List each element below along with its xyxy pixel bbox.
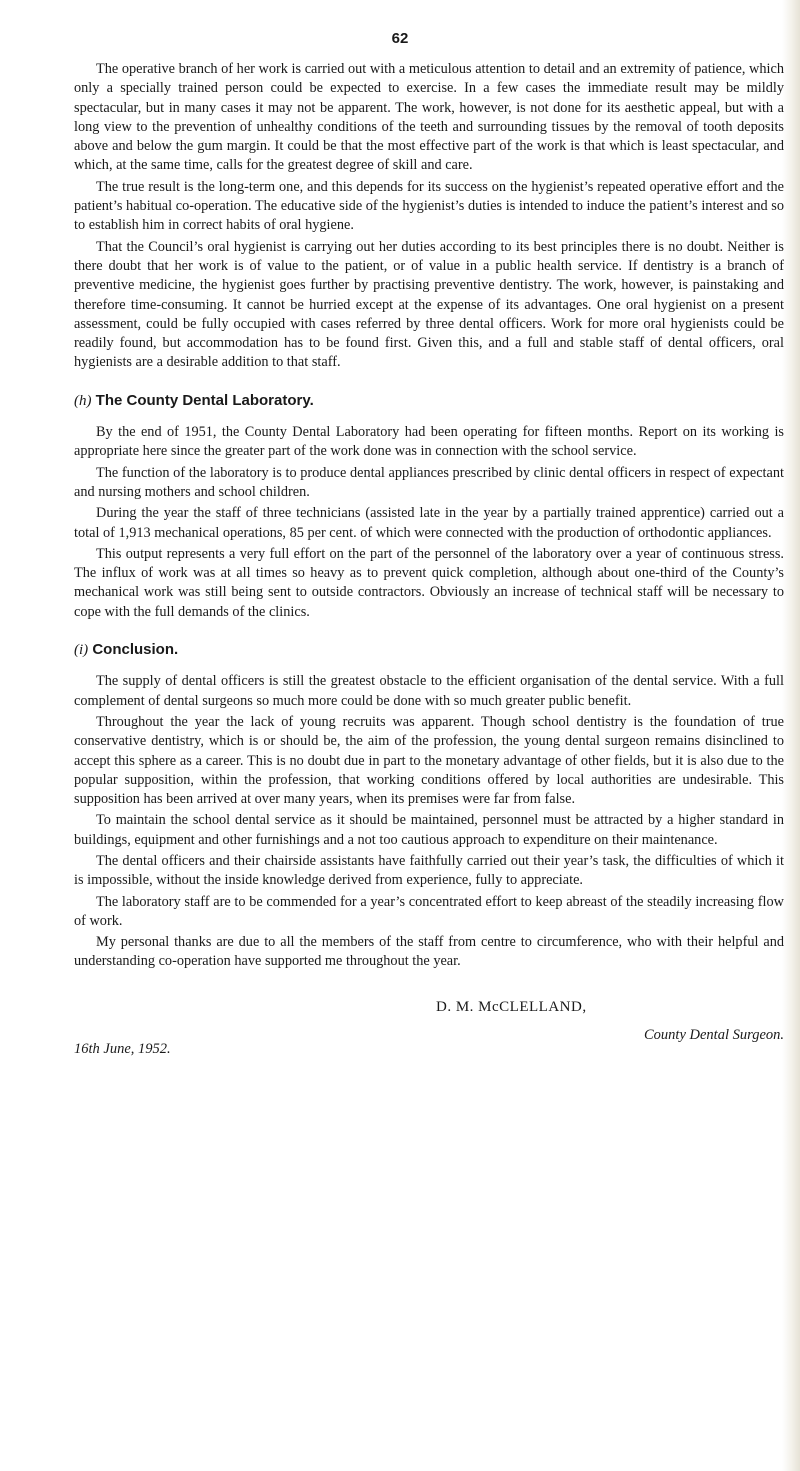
paragraph: Throughout the year the lack of young recruits was apparent. Though school dentistry is the foundation of true conservative dentistry, which is or should be, the aim of the profession, the young dental surgeon remains disinclined to accept this sphere as a career. This is no doubt due in part to the monetary advantage of other fields, but it is also due to the popular supposition, within the profession, that working conditions offered by local authorities are undesirable. This supposition has been arrived at over many years, when its premises were far from false. xyxy=(74,713,784,808)
section-letter: (i) xyxy=(74,642,89,659)
signature-block xyxy=(74,998,784,1078)
paragraph: By the end of 1951, the County Dental Laboratory had been operating for fifteen months. Report on its working is appropriate here since the greater part of the work done was in connection with the school service. xyxy=(74,424,784,460)
date-rest: June, 1952. xyxy=(103,1040,171,1057)
paragraph: The supply of dental officers is still the greatest obstacle to the efficient organisation of the dental service. With a full complement of dental surgeons so much more could be done with so much greater public benefit. xyxy=(74,673,784,709)
signature-date xyxy=(74,1040,171,1059)
section-letter: (h) xyxy=(74,392,92,409)
page-edge-shadow xyxy=(782,0,800,1471)
paragraph: That the Council’s oral hygienist is carrying out her duties according to its best principles there is no doubt. Neither is there doubt that her work is of value to the patient, or of value in a public health service. If dentistry is a branch of preventive medicine, the hygienist goes further by practising preventive dentistry. The work, however, is painstaking and therefore time-consuming. It cannot be hurried except at the expense of its advantages. One oral hygienist on a present assessment, could be fully occupied with cases referred by three dental officers. Work for more oral hygienists could be readily found, but accommodation has to be found first. Given this, and a full and stable staff of dental officers, oral hygienists are a desirable addition to that staff. xyxy=(74,238,784,371)
paragraph: This output represents a very full effort on the part of the personnel of the laboratory over a year of continuous stress. The influx of work was at all times so heavy as to prevent quick completion, although about one-third of the County’s mechanical work was still being sent to outside contractors. Obviously an increase of technical staff will be necessary to cope with the full demands of the clinics. xyxy=(74,545,784,620)
signatory-title: County Dental Surgeon. xyxy=(644,1026,785,1043)
paragraph: The function of the laboratory is to produce dental appliances prescribed by clinic dental officers in respect of expectant and nursing mothers and school children. xyxy=(74,464,784,500)
paragraph: The laboratory staff are to be commended for a year’s concentrated effort to keep abreast of the steadily increasing flow of work. xyxy=(74,893,784,929)
document-body xyxy=(74,60,784,1078)
paragraph: During the year the staff of three technicians (assisted late in the year by a partially trained apprentice) carried out a total of 1,913 mechanical operations, 85 per cent. of which were connected with the production of orthodontic appliances. xyxy=(74,505,784,541)
page-number: 62 xyxy=(391,30,409,47)
paragraph: My personal thanks are due to all the members of the staff from centre to circumference, who with their helpful and understanding co-operation have supported me throughout the year. xyxy=(74,934,784,970)
paragraph: To maintain the school dental service as it should be maintained, personnel must be attracted by a higher standard in buildings, equipment and other furnishings and a not too cautious approach to expenditure on their maintenance. xyxy=(74,812,784,848)
section-heading-h xyxy=(74,391,784,411)
section-heading-i xyxy=(74,640,784,660)
date-day: 16th xyxy=(74,1040,100,1057)
section-title: Conclusion. xyxy=(92,641,179,659)
paragraph: The true result is the long-term one, and this depends for its success on the hygienist’s repeated operative effort and the patient’s habitual co-operation. The educative side of the hygienist’s duties is intended to induce the patient’s interest and so to establish him in correct habits of oral hygiene. xyxy=(74,178,784,234)
paragraph: The operative branch of her work is carried out with a meticulous attention to detail and an extremity of patience, which only a specially trained person could be expected to exercise. In a few cases the immediate result may be mildly spectacular, but in many cases it may not be apparent. The work, however, is not done for its aesthetic appeal, but with a long view to the prevention of unhealthy conditions of the teeth and surrounding tissues by the removal of tooth deposits above and below the gum margin. It could be that the most effective part of the work is that which is least spectacular, and which, at the same time, calls for the greatest degree of skill and care. xyxy=(74,61,784,174)
paragraph: The dental officers and their chairside assistants have faithfully carried out their year’s task, the difficulties of which it is impossible, without the inside knowledge derived from experience, fully to appreciate. xyxy=(74,852,784,889)
section-title: The County Dental Laboratory. xyxy=(95,391,314,409)
signatory-name: D. M. McCLELLAND, xyxy=(436,998,587,1015)
